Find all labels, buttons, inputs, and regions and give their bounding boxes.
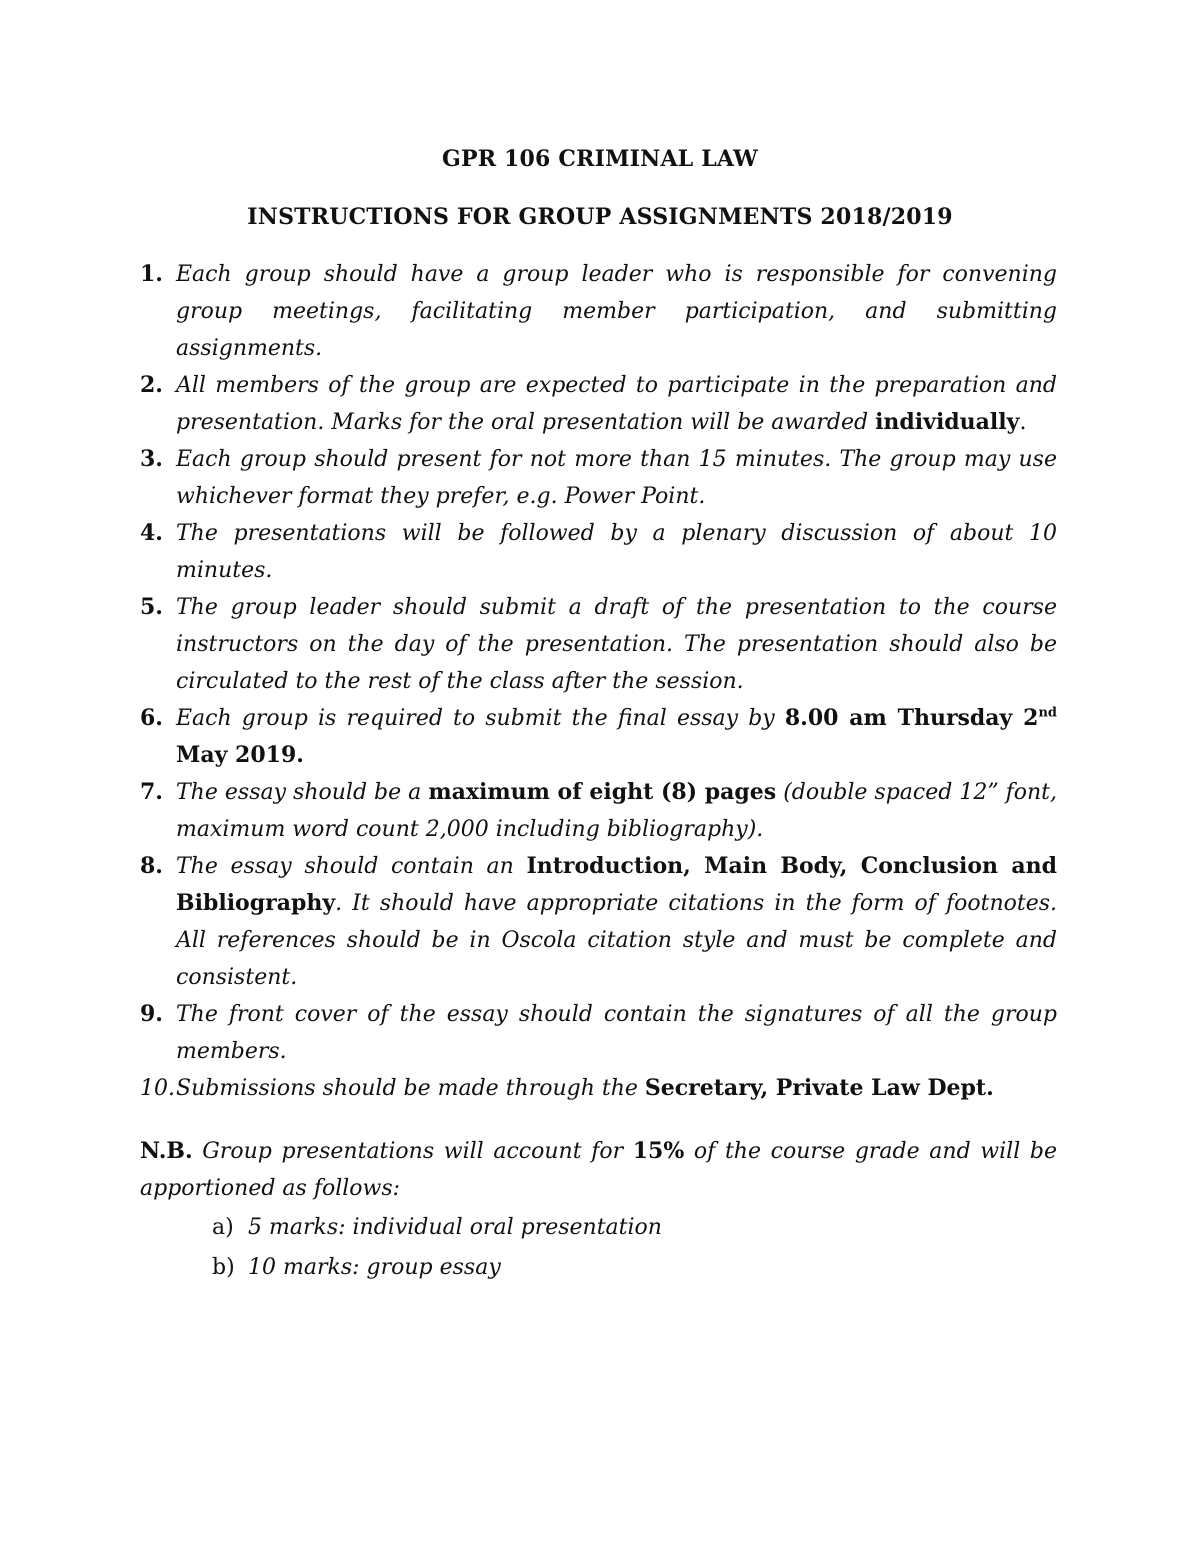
list-item [212, 1208, 662, 1248]
item-emphasis: Introduction, Main Body, Conclusion and Bibliography [176, 853, 1058, 916]
list-item [140, 1070, 1057, 1107]
list-item [140, 441, 1057, 515]
item-emphasis: Secretary, Private Law Dept. [644, 1075, 994, 1101]
deadline-time: 8.00 am Thursday 2 [784, 705, 1039, 731]
nb-percent: 15% [632, 1138, 685, 1164]
item-text-end: . It should have appropriate citations in the form of footnotes. All references should be in Oscola citation style and must be complete and consistent. [176, 891, 1057, 990]
ordinal-suffix: nd [1038, 705, 1057, 721]
item-number: 5. [140, 594, 163, 620]
item-text: 5 marks: individual oral presentation [248, 1215, 662, 1240]
item-text: The group leader should submit a draft of the presentation to the course instructors on the day of the presentation. The presentation should also be circulated to the rest of the class after the session. [176, 595, 1057, 694]
item-emphasis: individually [875, 409, 1020, 435]
nb-label: N.B. [140, 1138, 193, 1164]
page-heading: INSTRUCTIONS FOR GROUP ASSIGNMENTS 2018/2019 [247, 204, 953, 230]
deadline-date: May 2019. [176, 742, 304, 768]
item-number: 10. [140, 1076, 175, 1101]
item-label: b) [212, 1255, 235, 1280]
list-item [212, 1248, 662, 1288]
list-item [140, 996, 1057, 1070]
marks-list [212, 1208, 662, 1288]
item-number: 7. [140, 779, 163, 805]
item-label: a) [212, 1215, 234, 1240]
item-text: The essay should be a [176, 780, 429, 805]
list-item [140, 589, 1057, 700]
item-emphasis: maximum of eight (8) pages [428, 779, 777, 805]
list-item [140, 367, 1057, 441]
item-text: Each group should have a group leader who is responsible for convening group meetings, facilitating member participation, and submitting assignments. [176, 262, 1057, 361]
item-text: Each group should present for not more than 15 minutes. The group may use whichever format they prefer, e.g. Power Point. [176, 447, 1057, 509]
item-number: 8. [140, 853, 163, 879]
item-text: The essay should contain an [176, 854, 527, 879]
item-number: 2. [140, 372, 163, 398]
item-text: The presentations will be followed by a plenary discussion of about 10 minutes. [176, 521, 1057, 583]
item-text-end: (double spaced 12” font, maximum word count 2,000 including bibliography). [176, 780, 1057, 842]
list-item [140, 700, 1057, 774]
item-text: Each group is required to submit the final essay by [176, 706, 785, 731]
nb-text: Group presentations will account for [192, 1139, 633, 1164]
item-text: The front cover of the essay should contain the signatures of all the group members. [176, 1002, 1057, 1064]
item-text: 10 marks: group essay [248, 1255, 501, 1280]
item-number: 6. [140, 705, 163, 731]
item-number: 4. [140, 520, 163, 546]
list-item [140, 848, 1057, 996]
nota-bene [140, 1133, 1057, 1207]
item-text-end: . [1019, 410, 1027, 435]
list-item [140, 774, 1057, 848]
nb-text-end: of the course grade and will be apportioned as follows: [140, 1139, 1057, 1201]
item-text: Submissions should be made through the [176, 1076, 645, 1101]
item-number: 3. [140, 446, 163, 472]
instructions-list [140, 256, 1057, 1107]
course-title: GPR 106 CRIMINAL LAW [441, 146, 759, 172]
list-item [140, 256, 1057, 367]
item-text: All members of the group are expected to participate in the preparation and presentation. Marks for the oral presentation will be awarded [176, 373, 1057, 435]
list-item [140, 515, 1057, 589]
item-number: 1. [140, 261, 163, 287]
item-number: 9. [140, 1001, 163, 1027]
